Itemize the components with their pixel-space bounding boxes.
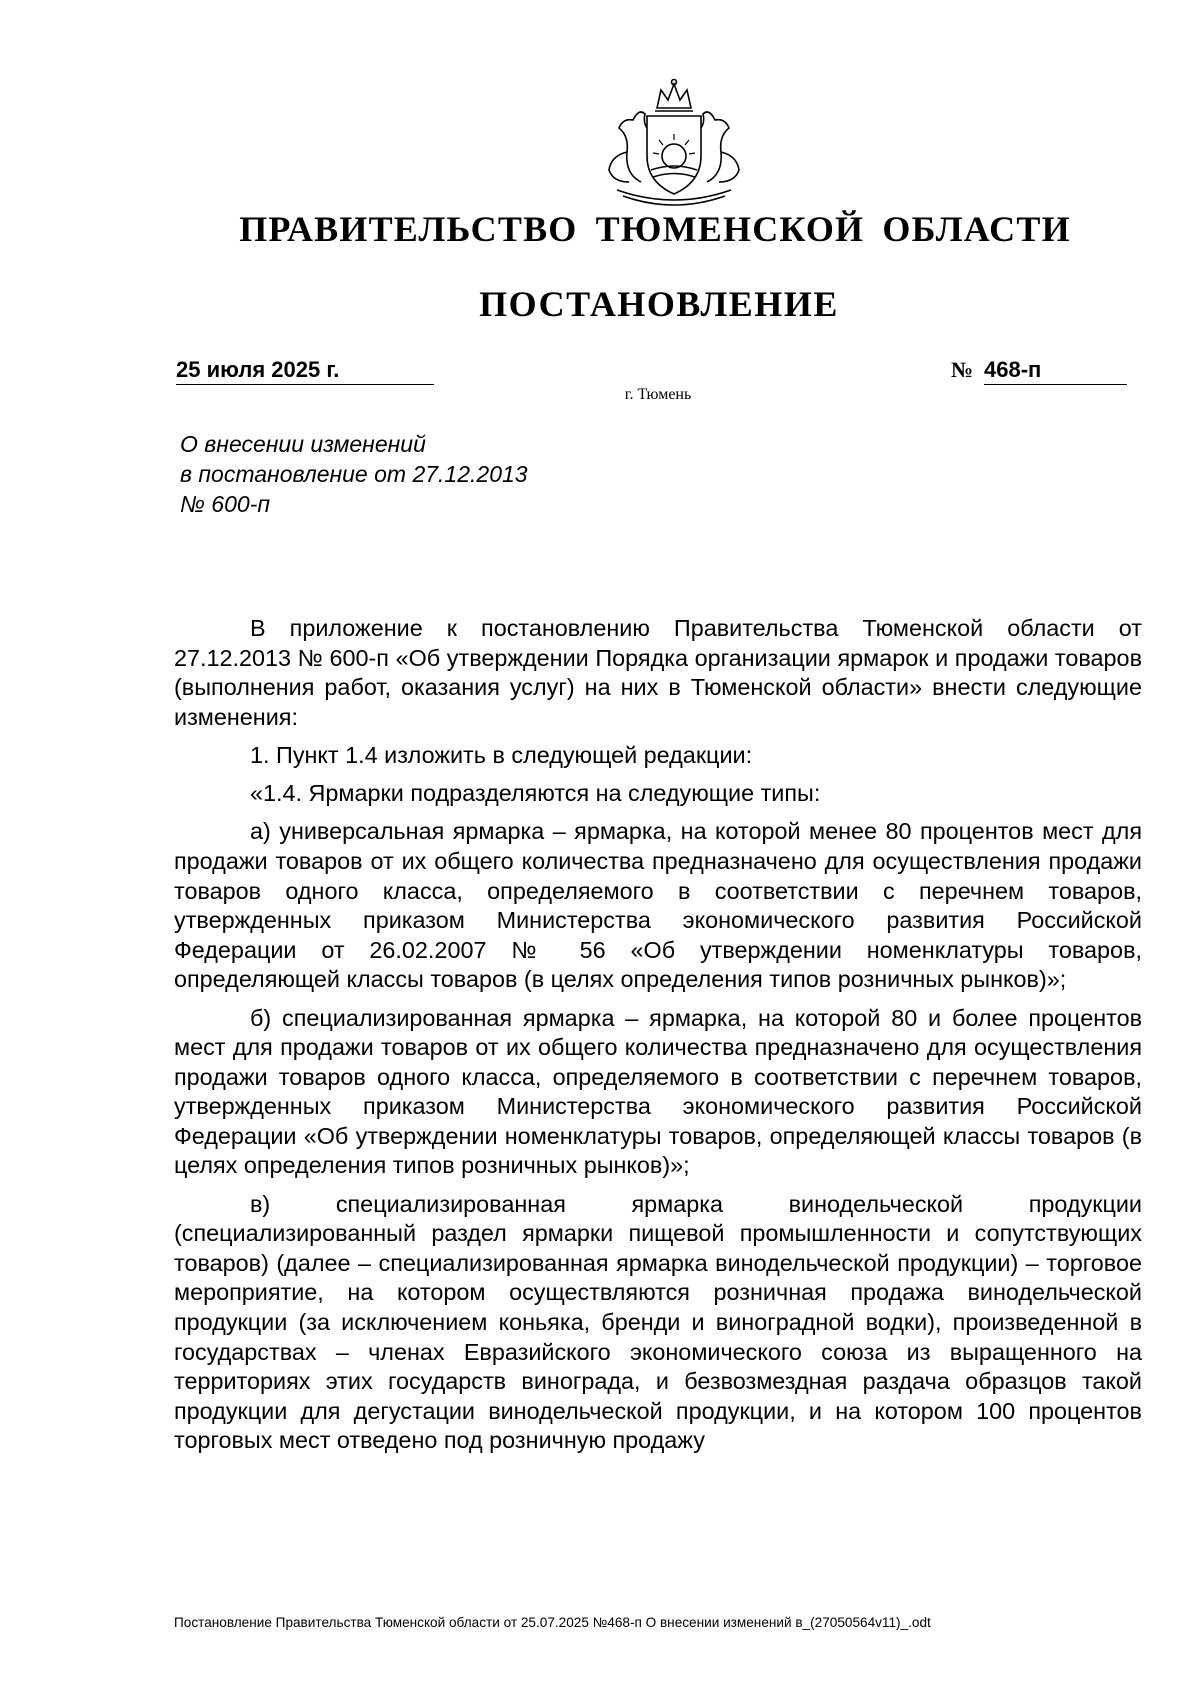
body-paragraph: «1.4. Ярмарки подразделяются на следующие типы: — [250, 780, 821, 807]
organization-title: ПРАВИТЕЛЬСТВО ТЮМЕНСКОЙ ОБЛАСТИ — [239, 209, 1071, 249]
document-footer: Постановление Правительства Тюменской области от 25.07.2025 №468-п О внесении изменений в_(27050564v11)_.odt — [174, 1615, 931, 1630]
subject-line: О внесении изменений — [180, 431, 426, 457]
city-label: г. Тюмень — [624, 386, 692, 403]
subject-line: в постановление от 27.12.2013 — [180, 461, 528, 487]
document-body — [174, 614, 1142, 1465]
document-date: 25 июля 2025 г. — [176, 355, 434, 385]
coat-of-arms-emblem — [589, 78, 759, 210]
body-paragraph: В приложение к постановлению Правительства Тюменской области от 27.12.2013 № 600-п «Об утверждении Порядка организации ярмарок и продажи товаров (выполнения работ, оказания услуг) на них в Тюменской области» внести следующие изменения: — [174, 615, 1142, 730]
document-number: 468-п — [984, 355, 1127, 385]
subject-line: № 600-п — [180, 491, 270, 517]
document-type-title: ПОСТАНОВЛЕНИЕ — [479, 284, 839, 324]
body-paragraph: 1. Пункт 1.4 изложить в следующей редакции: — [250, 741, 753, 768]
body-paragraph: б) специализированная ярмарка – ярмарка, на которой 80 и более процентов мест для продажи товаров от их общего количества предназначено для осуществления продажи товаров одного класса, определяемого в соответствии с перечнем товаров, утвержденных приказом Министерства экономического развития Российской Федерации «Об утверждении номенклатуры товаров, определяющей классы товаров (в целях определения типов розничных рынков)»; — [174, 1004, 1142, 1179]
document-subject — [180, 429, 680, 519]
body-paragraph: а) универсальная ярмарка – ярмарка, на которой менее 80 процентов мест для продажи товаров от их общего количества предназначено для осуществления продажи товаров одного класса, определяемого в соответствии с перечнем товаров, утвержденных приказом Министерства экономического развития Российской Федерации от 26.02.2007 № 56 «Об утверждении номенклатуры товаров, определяющей классы товаров (в целях определения типов розничных рынков)»; — [174, 818, 1142, 993]
body-paragraph: в) специализированная ярмарка винодельческой продукции (специализированный раздел ярмарки пищевой промышленности и сопутствующих товаров) (далее – специализированная ярмарка винодельческой продукции) – торговое мероприятие, на котором осуществляются розничная продажа винодельческой продукции (за исключением коньяка, бренди и виноградной водки), произведенной в государствах – членах Евразийского экономического союза из выращенного на территориях этих государств винограда, и безвозмездная раздача образцов такой продукции для дегустации винодельческой продукции, и на котором 100 процентов торговых мест отведено под розничную продажу — [174, 1190, 1142, 1454]
number-sign: № — [951, 357, 974, 382]
